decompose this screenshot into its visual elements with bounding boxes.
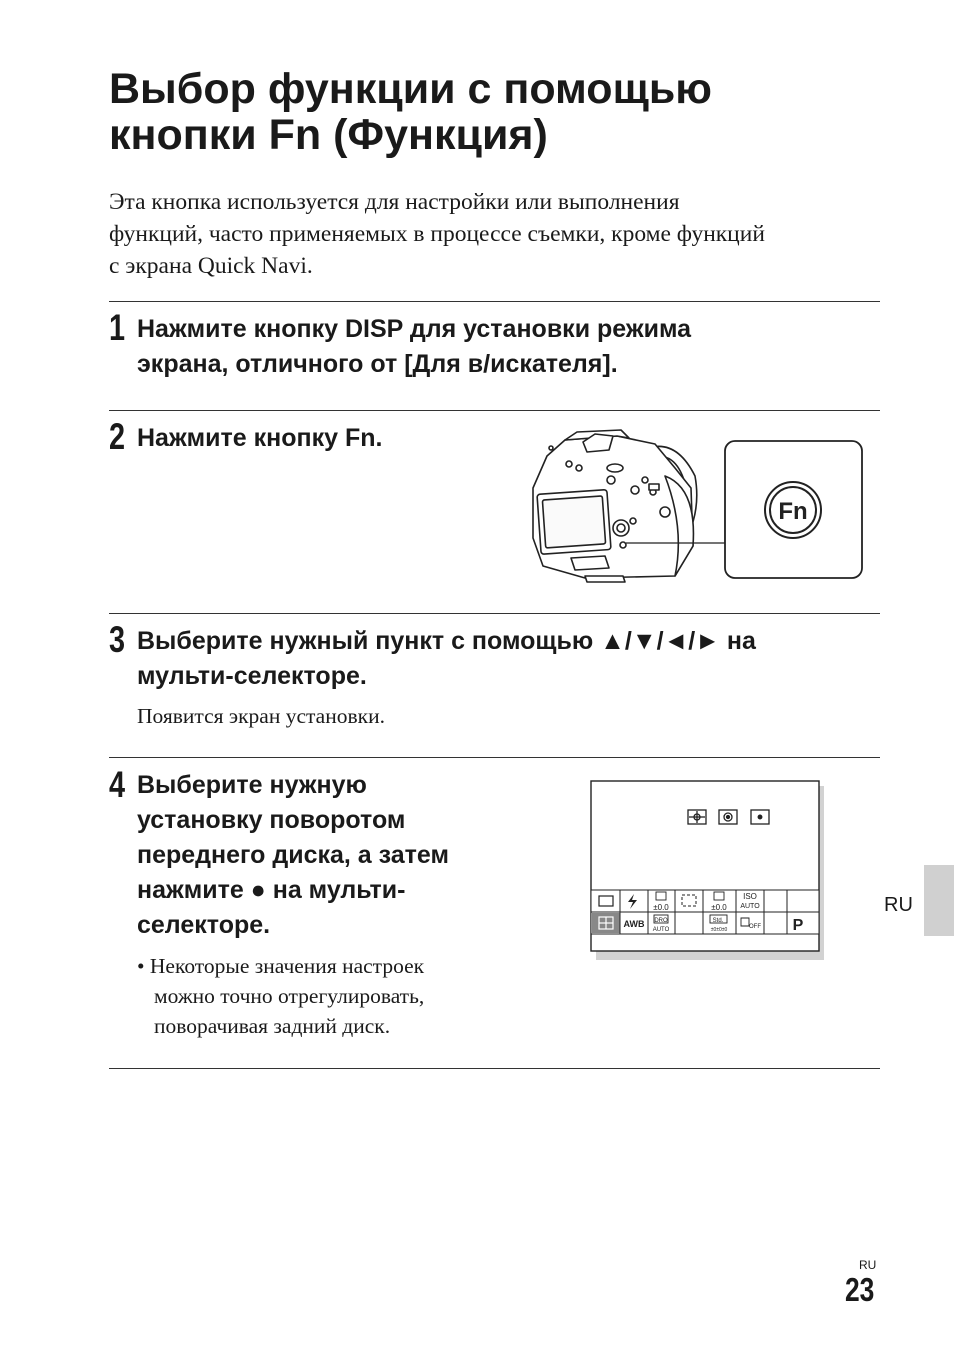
divider — [109, 757, 880, 758]
white-balance-label: AWB — [623, 919, 645, 929]
step-2-line-1: Нажмите кнопку Fn. — [137, 424, 383, 452]
step-3-number: 3 — [109, 619, 126, 660]
step-3-line-1: Выберите нужный пункт с помощью ▲/▼/◄/► на — [137, 627, 756, 655]
page-title — [109, 66, 889, 158]
step-4-text — [137, 768, 557, 943]
step-3-line-2: мульти-селекторе. — [137, 662, 367, 690]
flash-comp-value: ±0.0 — [653, 903, 669, 912]
step-4-bullet-line-2: можно точно отрегулировать, — [154, 984, 425, 1008]
step-4-bullet — [137, 951, 557, 1041]
divider — [109, 613, 880, 614]
step-1-line-1: Нажмите кнопку DISP для установки режима — [137, 315, 692, 343]
step-1-line-2: экрана, отличного от [Для в/искателя]. — [137, 350, 618, 378]
step-4-line-2: установку поворотом — [137, 806, 406, 834]
iso-label: ISO — [743, 892, 757, 901]
step-1-text — [137, 312, 877, 382]
iso-value: AUTO — [740, 903, 760, 910]
setup-screen-illustration — [590, 780, 826, 962]
step-3-text — [137, 624, 897, 694]
step-4-bullet-line-3: поворачивая задний диск. — [154, 1014, 391, 1038]
step-3-note: Появится экран установки. — [137, 704, 385, 728]
step-2-number: 2 — [109, 416, 126, 457]
title-line-1: Выбор функции с помощью — [109, 65, 713, 113]
step-4-bullet-line-1: • Некоторые значения настроек — [137, 954, 425, 978]
step-4-line-4: нажмите ● на мульти- — [137, 876, 406, 904]
divider — [109, 301, 880, 302]
page-language: RU — [859, 1258, 877, 1272]
divider — [109, 410, 880, 411]
language-side-label: RU — [884, 894, 913, 916]
divider — [109, 1068, 880, 1069]
picture-effect-value: OFF — [749, 924, 761, 930]
creative-style-label: Std. — [712, 918, 724, 924]
step-4-line-3: переднего диска, а затем — [137, 841, 449, 869]
dro-value: AUTO — [652, 927, 670, 933]
camera-fn-illustration — [525, 428, 870, 588]
intro-paragraph — [109, 186, 889, 282]
intro-line-2: функций, часто применяемых в процессе съемки, кроме функций — [109, 221, 765, 247]
fn-button-label: Fn — [778, 498, 808, 525]
step-4-line-1: Выберите нужную — [137, 771, 367, 799]
dro-label: DRO — [654, 918, 668, 924]
step-1-number: 1 — [109, 307, 126, 348]
shooting-mode-label: P — [792, 917, 804, 934]
exposure-comp-value: ±0.0 — [711, 903, 727, 912]
intro-line-1: Эта кнопка используется для настройки или выполнения — [109, 189, 680, 215]
page-number: 23 — [845, 1271, 875, 1308]
creative-style-values: ±0±0±0 — [710, 927, 728, 933]
language-side-tab — [924, 865, 954, 936]
step-4-line-5: селекторе. — [137, 911, 271, 939]
title-line-2: кнопки Fn (Функция) — [109, 111, 548, 159]
step-4-number: 4 — [109, 764, 126, 805]
step-2-text — [137, 421, 497, 456]
intro-line-3: с экрана Quick Navi. — [109, 253, 313, 279]
